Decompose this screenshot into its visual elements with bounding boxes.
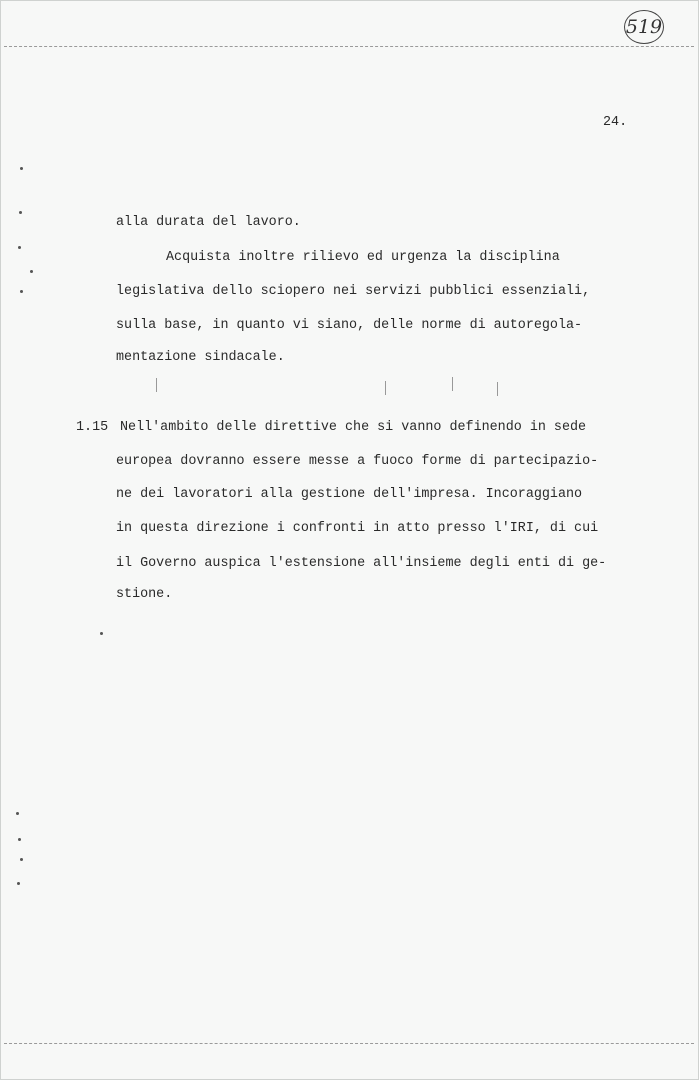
scan-speck <box>18 246 21 249</box>
stamp-number: 519 <box>625 16 663 38</box>
text-line: ne dei lavoratori alla gestione dell'impresa. Incoraggiano <box>116 487 583 502</box>
scan-speck <box>18 838 21 841</box>
scan-speck <box>20 290 23 293</box>
scan-mark <box>497 382 498 396</box>
text-line: Nell'ambito delle direttive che si vanno definendo in sede <box>120 420 587 435</box>
text-line: Acquista inoltre rilievo ed urgenza la disciplina <box>166 250 560 265</box>
text-line: mentazione sindacale. <box>116 350 285 365</box>
top-scan-rule <box>4 46 694 47</box>
scan-speck <box>19 211 22 214</box>
text-line: europea dovranno essere messe a fuoco forme di partecipazio- <box>116 454 599 469</box>
scan-mark <box>452 377 453 391</box>
text-line: sulla base, in quanto vi siano, delle norme di autoregola- <box>116 318 583 333</box>
text-line: in questa direzione i confronti in atto presso l'IRI, di cui <box>116 521 599 536</box>
scan-speck <box>16 812 19 815</box>
page-number: 24. <box>603 115 628 130</box>
text-line: il Governo auspica l'estensione all'insieme degli enti di ge- <box>116 556 607 571</box>
text-line: legislativa dello sciopero nei servizi pubblici essenziali, <box>116 284 591 299</box>
scan-speck <box>20 858 23 861</box>
section-number: 1.15 <box>76 420 109 435</box>
scan-speck <box>100 632 103 635</box>
scan-mark <box>385 381 386 395</box>
scan-speck <box>17 882 20 885</box>
scan-speck <box>30 270 33 273</box>
scan-mark <box>156 378 157 392</box>
page-stamp <box>624 10 664 44</box>
text-line: alla durata del lavoro. <box>116 215 301 230</box>
bottom-scan-rule <box>4 1043 694 1044</box>
text-line: stione. <box>116 587 173 602</box>
scan-speck <box>20 167 23 170</box>
